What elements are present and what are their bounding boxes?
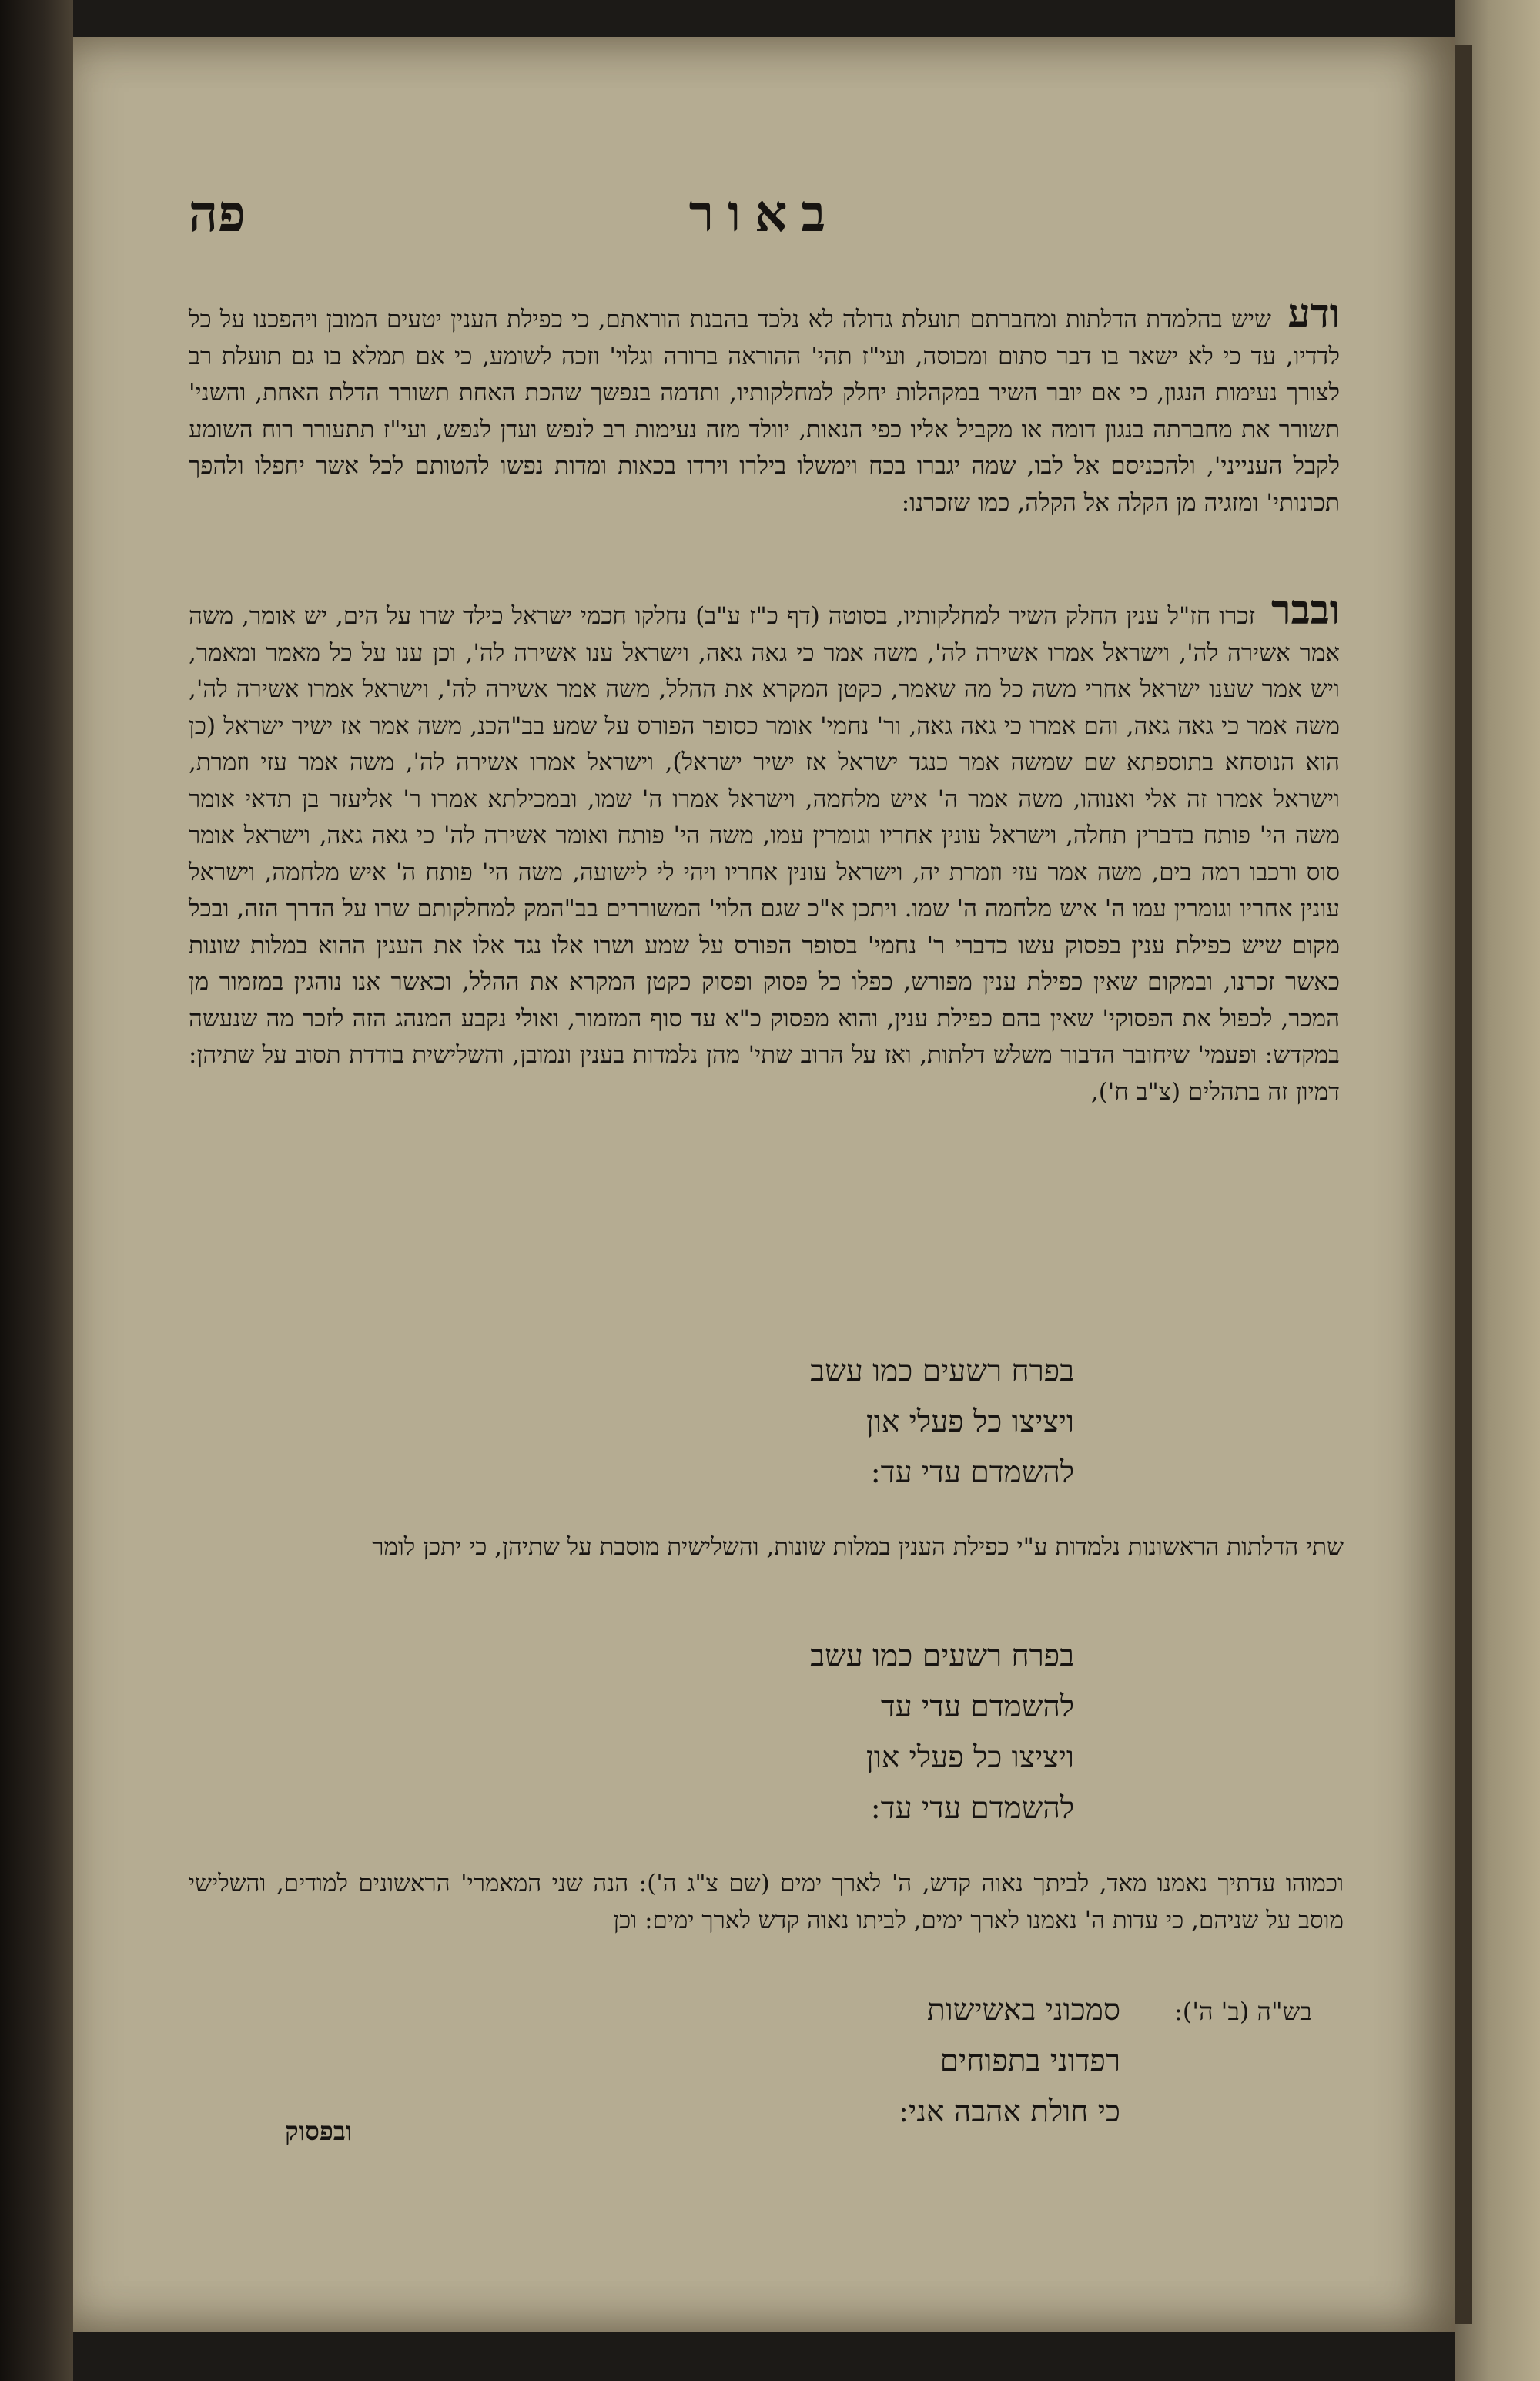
paragraph-text: זכרו חז"ל ענין החלק השיר למחלקותיו, בסוטה (דף כ"ז ע"ב) נחלקו חכמי ישראל כילד שרו על הים, יש אומר, משה אמר אשירה לה', וישראל אמרו אשירה לה', משה אמר כי גאה גאה, וישראל ענו אשירה לה', וכן ענו על כל מאמר ומאמר, ויש אמר שענו ישראל אחרי משה כל מה שאמר, כקטן המקרא את ההלל, משה אמר אשירה לה', וישראל אמרו אשירה לה', משה אמר כי גאה גאה, והם אמרו כי גאה גאה, ור' נחמי' אומר כסופר הפורס על שמע בב"הכנ, משה אמר אז ישיר ישראל (כן הוא הנוסחא בתוספתא שם שמשה אמר כנגד ישראל אז ישיר ישראל), וישראל אמרו אשירה לה', משה אמר עזי וזמרת, וישראל אמרו זה אלי ואנוהו, משה אמר ה' איש מלחמה, וישראל אמרו ה' שמו, ובמכילתא אמרו ר' אליעזר בן תדאי אומר משה הי' פותח בדברין תחלה, וישראל עונין אחריו וגומרין עמו, משה הי' פותח ואומר אשירה לה' כי גאה גאה, וישראל אומר סוס ורכבו רמה בים, משה אמר עזי וזמרת יה, וישראל עונין אחריו ויהי לי לישועה, משה הי' פותח ה' איש מלחמה, וישראל עונין אחריו וגומרין עמו ה' איש מלחמה ה' שמו. ויתכן א"כ שגם הלוי' המשוררים בב"המק למחלקותם שרו על הדרך הזה, ובכל מקום שיש כפילת ענין בפסוק עשו כדברי ר' נחמי' בסופר הפורס על שמע ושרו אלו נגד אלו את הענין ההוא במלות שונות כאשר זכרנו, ובמקום שאין כפילת ענין מפורש, כפלו כל פסוק ופסוק כקטן המקרא את ההלל, וכאשר אנו נוהגין במזמור מן המכר, לכפול את הפסוקי' שאין בהם כפילת ענין, והוא מפסוק כ"א עד סוף המזמור, ואולי נקבע המנהג הזה לזכר מה שנעשה במקדש: ופעמי' שיחובר הדבור משלש דלתות, ואז על הרוב שתי' מהן נלמדות בענין ונמובן, והשלישית בודדת תסוב על שתיהן: דמיון זה בתהלים (צ"ב ח'), — [189, 602, 1341, 1106]
verse-block-1 — [612, 1346, 1074, 1499]
page-edge — [1455, 45, 1472, 2324]
verse-line: להשמדם עדי עד — [880, 1689, 1074, 1724]
verse-line: סמכוני באשישות — [926, 1993, 1120, 2028]
verse-line: כי חולת אהבה אני: — [898, 2095, 1120, 2129]
lead-word: ודע — [1287, 290, 1341, 337]
paragraph-3 — [243, 1529, 1344, 1566]
verse-line: ויציצו כל פעלי און — [865, 1405, 1074, 1439]
catchword: ובפסוק — [285, 2116, 353, 2146]
paragraph-1 — [189, 290, 1341, 521]
lead-word: ובבר — [1271, 587, 1340, 634]
verse-line: רפדוני בתפוחים — [939, 2044, 1120, 2078]
book-binding-left — [0, 0, 73, 2381]
page-title: באור — [688, 183, 840, 243]
verse-line: בפרח רשעים כמו עשב — [810, 1354, 1074, 1388]
page-number: פה — [189, 183, 246, 243]
verse-line: להשמדם עדי עד: — [870, 1791, 1074, 1826]
running-head — [73, 183, 1455, 276]
verse-reference: בש"ה (ב' ה'): — [1174, 1997, 1312, 2026]
paragraph-text: שתי הדלתות הראשונות נלמדות ע"י כפילת הענין במלות שונות, והשלישית מוסבת על שתיהן, כי יתכן לומר — [372, 1533, 1344, 1561]
verse-line: ויציצו כל פעלי און — [865, 1740, 1074, 1775]
verse-block-2 — [612, 1631, 1074, 1834]
paragraph-4 — [189, 1866, 1344, 1939]
book-page — [73, 37, 1455, 2332]
paragraph-text: שיש בהלמדת הדלתות ומחברתם תועלת גדולה לא נלכד בהבנת הוראתם, כי כפילת הענין יטעים המובן ויהפכנו על כל לדדיו, עד כי לא ישאר בו דבר סתום ומכוסה, ועי"ז תהי' ההוראה ברורה וגלוי' וזכה לשומע, כי אם תמלא בו גם תועלת רב לצורך נעימות הנגון, כי אם יובר השיר במקהלות יחלק למחלקותיו, ותדמה בנפשך שהכת האחת תשורר הדלת האחת, והשני' תשורר את מחברתה בנגון דומה או מקביל אליו כפי הנאות, יוולד מזה נעימות רב לנפש ועדן לנפש, ועי"ז תתעורר רוח השומע לקבל הענייני', ולהכניסם אל לבו, שמה יגברו בכח וימשלו בילרו וירדו בכאות ומדות נפשו להטותם לכל אשר יחפלו ולהפך תכונותי' ומזגיה מן הקלה אל הקלה, כמו שזכרנו: — [189, 306, 1340, 517]
verse-block-3 — [689, 1985, 1120, 2138]
verse-line: להשמדם עדי עד: — [870, 1455, 1074, 1490]
paragraph-text: וכמוהו עדתיך נאמנו מאד, לביתך נאוה קדש, ה' לארך ימים (שם צ"ג ה'): הנה שני המאמרי' הראשונים למודים, והשלישי מוסב על שניהם, כי עדות ה' נאמנו לארך ימים, לביתו נאוה קדש לארך ימים: וכן — [189, 1870, 1344, 1934]
paragraph-2 — [189, 587, 1341, 1110]
verse-line: בפרח רשעים כמו עשב — [810, 1639, 1074, 1673]
